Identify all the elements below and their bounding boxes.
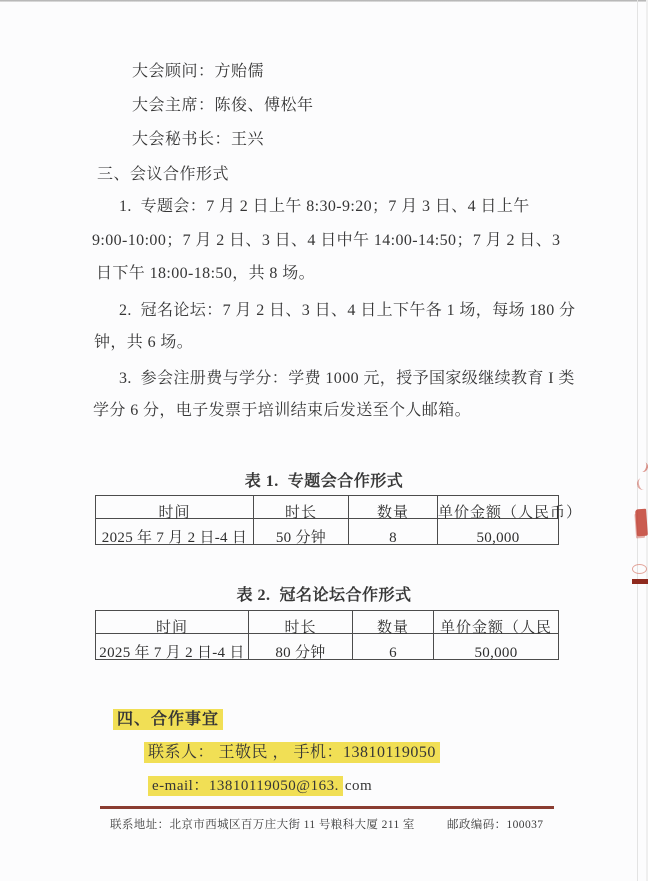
- table-2-data-row: [96, 634, 559, 660]
- table-1-data-row: [96, 519, 559, 545]
- committee-secretary-line: 大会秘书长：王兴: [132, 131, 265, 148]
- red-ink-strokes-icon: [632, 562, 648, 584]
- table-1-special-sessions: [95, 495, 583, 546]
- contact-email-tail: com: [344, 778, 373, 794]
- table-2-header-time: 时间: [96, 611, 249, 634]
- item-3-line-1: 3. 参会注册费与学分：学费 1000 元，授予国家级继续教育 I 类: [119, 370, 575, 387]
- contact-person-highlight: 联系人： 王敬民 ， 手机：13810119050: [144, 742, 440, 763]
- table-1-header-row: [96, 496, 559, 519]
- table-1-cell-quantity: 8: [349, 519, 438, 545]
- scan-top-edge: [0, 0, 648, 2]
- table-2-cell-quantity: 6: [353, 634, 434, 660]
- table-2-cell-duration: 80 分钟: [249, 634, 353, 660]
- committee-chairman-line: 大会主席：陈俊、傅松年: [132, 97, 314, 114]
- table-2-title: 表 2. 冠名论坛合作形式: [236, 587, 412, 604]
- table-1-cell-price: 50,000: [438, 519, 559, 545]
- item-1-line-3: 日下午 18:00-18:50，共 8 场。: [96, 265, 316, 282]
- table-2-named-forums: [95, 610, 559, 660]
- table-1-header-price: 单价金额（人民币）: [438, 496, 559, 519]
- table-1-cell-time: 2025 年 7 月 2 日-4 日: [96, 519, 254, 545]
- scan-right-edge-line: [637, 0, 638, 881]
- table-2-header-row: [96, 611, 559, 634]
- table-1-cell-duration: 50 分钟: [254, 519, 349, 545]
- footer-divider-rule: [100, 806, 554, 809]
- table-2-header-price: 单价金额（人民: [434, 611, 559, 634]
- item-1-line-1: 1. 专题会：7 月 2 日上午 8:30-9:20；7 月 3 日、4 日上午: [119, 198, 530, 215]
- item-2-line-1: 2. 冠名论坛：7 月 2 日、3 日、4 日上下午各 1 场，每场 180 分: [119, 302, 576, 319]
- table-1-title: 表 1. 专题会合作形式: [244, 473, 404, 490]
- contact-email-highlight: e-mail：13810119050@163.: [148, 776, 343, 796]
- table-2-header-quantity: 数量: [353, 611, 434, 634]
- table-2-header-duration: 时长: [249, 611, 353, 634]
- table-2-cell-price: 50,000: [434, 634, 559, 660]
- red-ink-squiggle-icon: [636, 460, 647, 494]
- table-1-header-time: 时间: [96, 496, 254, 519]
- table-1-header-duration: 时长: [254, 496, 349, 519]
- footer-address: 联系地址：北京市西城区百万庄大街 11 号粮科大厦 211 室: [110, 819, 415, 831]
- item-2-line-2: 钟，共 6 场。: [94, 334, 194, 351]
- section-3-heading: 三、会议合作形式: [97, 166, 230, 183]
- section-4-heading-highlight: 四、合作事宜: [113, 709, 223, 730]
- table-1-header-quantity: 数量: [349, 496, 438, 519]
- footer-postcode: 邮政编码：100037: [447, 819, 544, 831]
- item-1-line-2: 9:00-10:00；7 月 2 日、3 日、4 日中午 14:00-14:50；7 月 2 日、3: [92, 232, 561, 249]
- table-2-cell-time: 2025 年 7 月 2 日-4 日: [96, 634, 249, 660]
- committee-advisor-line: 大会顾问：方贻儒: [132, 63, 265, 80]
- red-ink-blob-icon: [635, 509, 648, 537]
- item-3-line-2: 学分 6 分，电子发票于培训结束后发送至个人邮箱。: [93, 402, 472, 419]
